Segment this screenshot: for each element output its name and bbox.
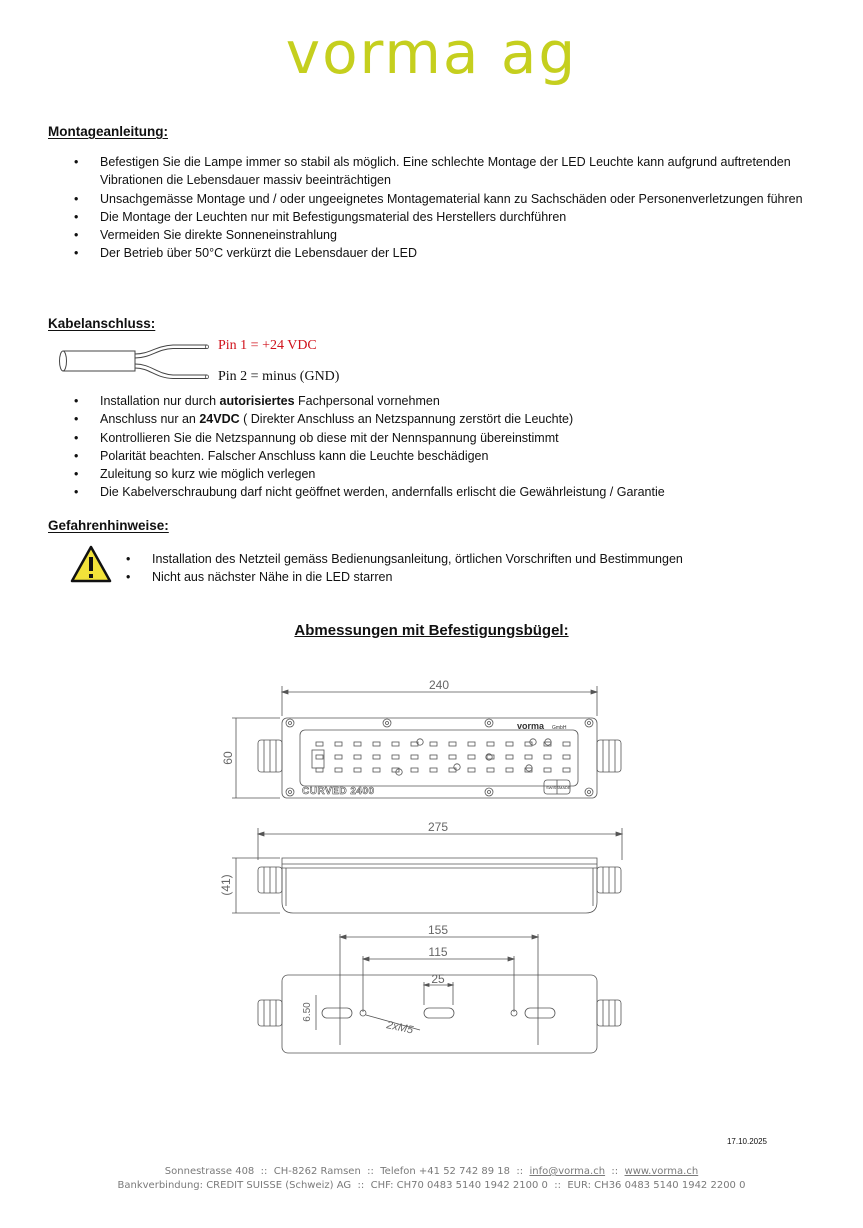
- led-chip: [563, 742, 570, 746]
- dim-hole-inner: 115: [428, 945, 448, 959]
- led-chip: [449, 755, 456, 759]
- list-item: • Polarität beachten. Falscher Anschluss kann die Leuchte beschädigen: [48, 447, 828, 465]
- led-chip: [468, 768, 475, 772]
- footer-phone: Telefon +41 52 742 89 18: [380, 1166, 510, 1177]
- led-chip: [316, 755, 323, 759]
- led-chip: [411, 755, 418, 759]
- dim-width: 240: [428, 678, 450, 692]
- led-chip: [449, 742, 456, 746]
- list-item: • Die Kabelverschraubung darf nicht geöffnet werden, andernfalls erlischt die Gewährleistung / Garantie: [48, 483, 828, 501]
- dim-screw-note: 2xM5: [385, 1019, 415, 1037]
- led-chip: [430, 742, 437, 746]
- led-chip: [316, 768, 323, 772]
- list-item: • Der Betrieb über 50°C verkürzt die Lebensdauer der LED: [48, 244, 808, 262]
- led-chip: [506, 768, 513, 772]
- dim-slot-height: 6.50: [302, 1002, 313, 1022]
- list-item: • Unsachgemässe Montage und / oder ungeeignetes Montagematerial kann zu Sachschäden oder Personenverletzungen führen: [48, 190, 808, 208]
- drawing-model-label: CURVED 2400: [302, 786, 375, 797]
- list-item: • Nicht aus nächster Nähe in die LED starren: [100, 568, 800, 586]
- dim-length: 275: [427, 820, 449, 834]
- dim-slot-width: 25: [431, 972, 445, 986]
- cable-diagram: [55, 337, 215, 385]
- company-logo: vorma ag: [285, 19, 578, 87]
- drawing-badge-right: MADE: [559, 785, 571, 790]
- led-chip: [487, 755, 494, 759]
- led-chip: [525, 755, 532, 759]
- footer-line2: Bankverbindung: CREDIT SUISSE (Schweiz) AG :: CHF: CH70 0483 5140 1942 2100 0 :: EUR: CH36 0483 5140 1942 2200 0: [117, 1180, 746, 1191]
- footer-bank: Bankverbindung: CREDIT SUISSE (Schweiz) AG: [117, 1180, 352, 1191]
- document-date: 17.10.2025: [726, 1137, 767, 1146]
- led-chip: [449, 768, 456, 772]
- list-item: • Die Montage der Leuchten nur mit Befestigungsmaterial des Herstellers durchführen: [48, 208, 808, 226]
- dim-height-front: 60: [221, 751, 235, 765]
- screw-hole: [454, 764, 460, 770]
- led-chip: [487, 742, 494, 746]
- footer-line1: Sonnestrasse 408 :: CH-8262 Ramsen :: Telefon +41 52 742 89 18 :: info@vorma.ch :: www.vorma.ch: [164, 1166, 699, 1177]
- footer-iban-eur: EUR: CH36 0483 5140 1942 2200 0: [567, 1180, 746, 1191]
- pin2-label: Pin 2 = minus (GND): [218, 369, 340, 384]
- kabel-heading: Kabelanschluss:: [48, 316, 156, 331]
- drawing-brand-suffix: GmbH: [552, 725, 567, 731]
- gefahr-list: [100, 550, 800, 587]
- led-chip: [544, 768, 551, 772]
- led-chip: [544, 755, 551, 759]
- led-chip: [392, 742, 399, 746]
- led-chip: [430, 768, 437, 772]
- led-chip: [430, 755, 437, 759]
- led-chip: [335, 742, 342, 746]
- led-chip: [487, 768, 494, 772]
- dim-hole-outer: 155: [427, 923, 449, 937]
- led-chip: [354, 742, 361, 746]
- led-chip: [506, 755, 513, 759]
- footer-web-link[interactable]: www.vorma.ch: [624, 1166, 699, 1177]
- led-chip: [354, 768, 361, 772]
- led-chip: [468, 742, 475, 746]
- footer-city: CH-8262 Ramsen: [273, 1166, 361, 1177]
- list-item: • Anschluss nur an 24VDC ( Direkter Anschluss an Netzspannung zerstört die Leuchte): [48, 410, 828, 428]
- led-chip: [411, 768, 418, 772]
- led-chip: [468, 755, 475, 759]
- footer-iban-chf: CHF: CH70 0483 5140 1942 2100 0: [370, 1180, 548, 1191]
- drawing-badge-left: SWISS: [546, 785, 559, 790]
- montage-list: [48, 153, 808, 263]
- led-chip: [335, 755, 342, 759]
- list-item: • Installation des Netzteil gemäss Bedienungsanleitung, örtlichen Vorschriften und Bestimmungen: [100, 550, 800, 568]
- montage-heading: Montageanleitung:: [48, 124, 168, 139]
- dimensions-title: Abmessungen mit Befestigungsbügel:: [294, 622, 569, 639]
- footer-email-link[interactable]: info@vorma.ch: [529, 1166, 606, 1177]
- list-item: • Vermeiden Sie direkte Sonneneinstrahlung: [48, 226, 808, 244]
- led-chip: [392, 755, 399, 759]
- list-item: • Befestigen Sie die Lampe immer so stabil als möglich. Eine schlechte Montage der LED Leuchte kann aufgrund auftretenden Vibrationen die Lebensdauer massiv beeinträchtigen: [48, 153, 808, 190]
- led-chip: [563, 768, 570, 772]
- kabel-list: [48, 392, 828, 502]
- led-chip: [373, 768, 380, 772]
- led-chip: [335, 768, 342, 772]
- list-item: • Kontrollieren Sie die Netzspannung ob diese mit der Nennspannung übereinstimmt: [48, 429, 828, 447]
- led-chip: [373, 755, 380, 759]
- led-chip: [354, 755, 361, 759]
- led-chip: [563, 755, 570, 759]
- list-item: • Installation nur durch autorisiertes Fachpersonal vornehmen: [48, 392, 828, 410]
- led-chip: [506, 742, 513, 746]
- list-item: • Zuleitung so kurz wie möglich verlegen: [48, 465, 828, 483]
- led-chip: [373, 742, 380, 746]
- led-chip: [316, 742, 323, 746]
- footer-address: Sonnestrasse 408: [164, 1166, 255, 1177]
- technical-drawing: [0, 660, 863, 1060]
- drawing-brand-mark: vorma: [517, 721, 545, 731]
- dim-height-side: (41): [219, 874, 233, 896]
- pin1-label: Pin 1 = +24 VDC: [218, 338, 317, 353]
- gefahr-heading: Gefahrenhinweise:: [48, 518, 169, 533]
